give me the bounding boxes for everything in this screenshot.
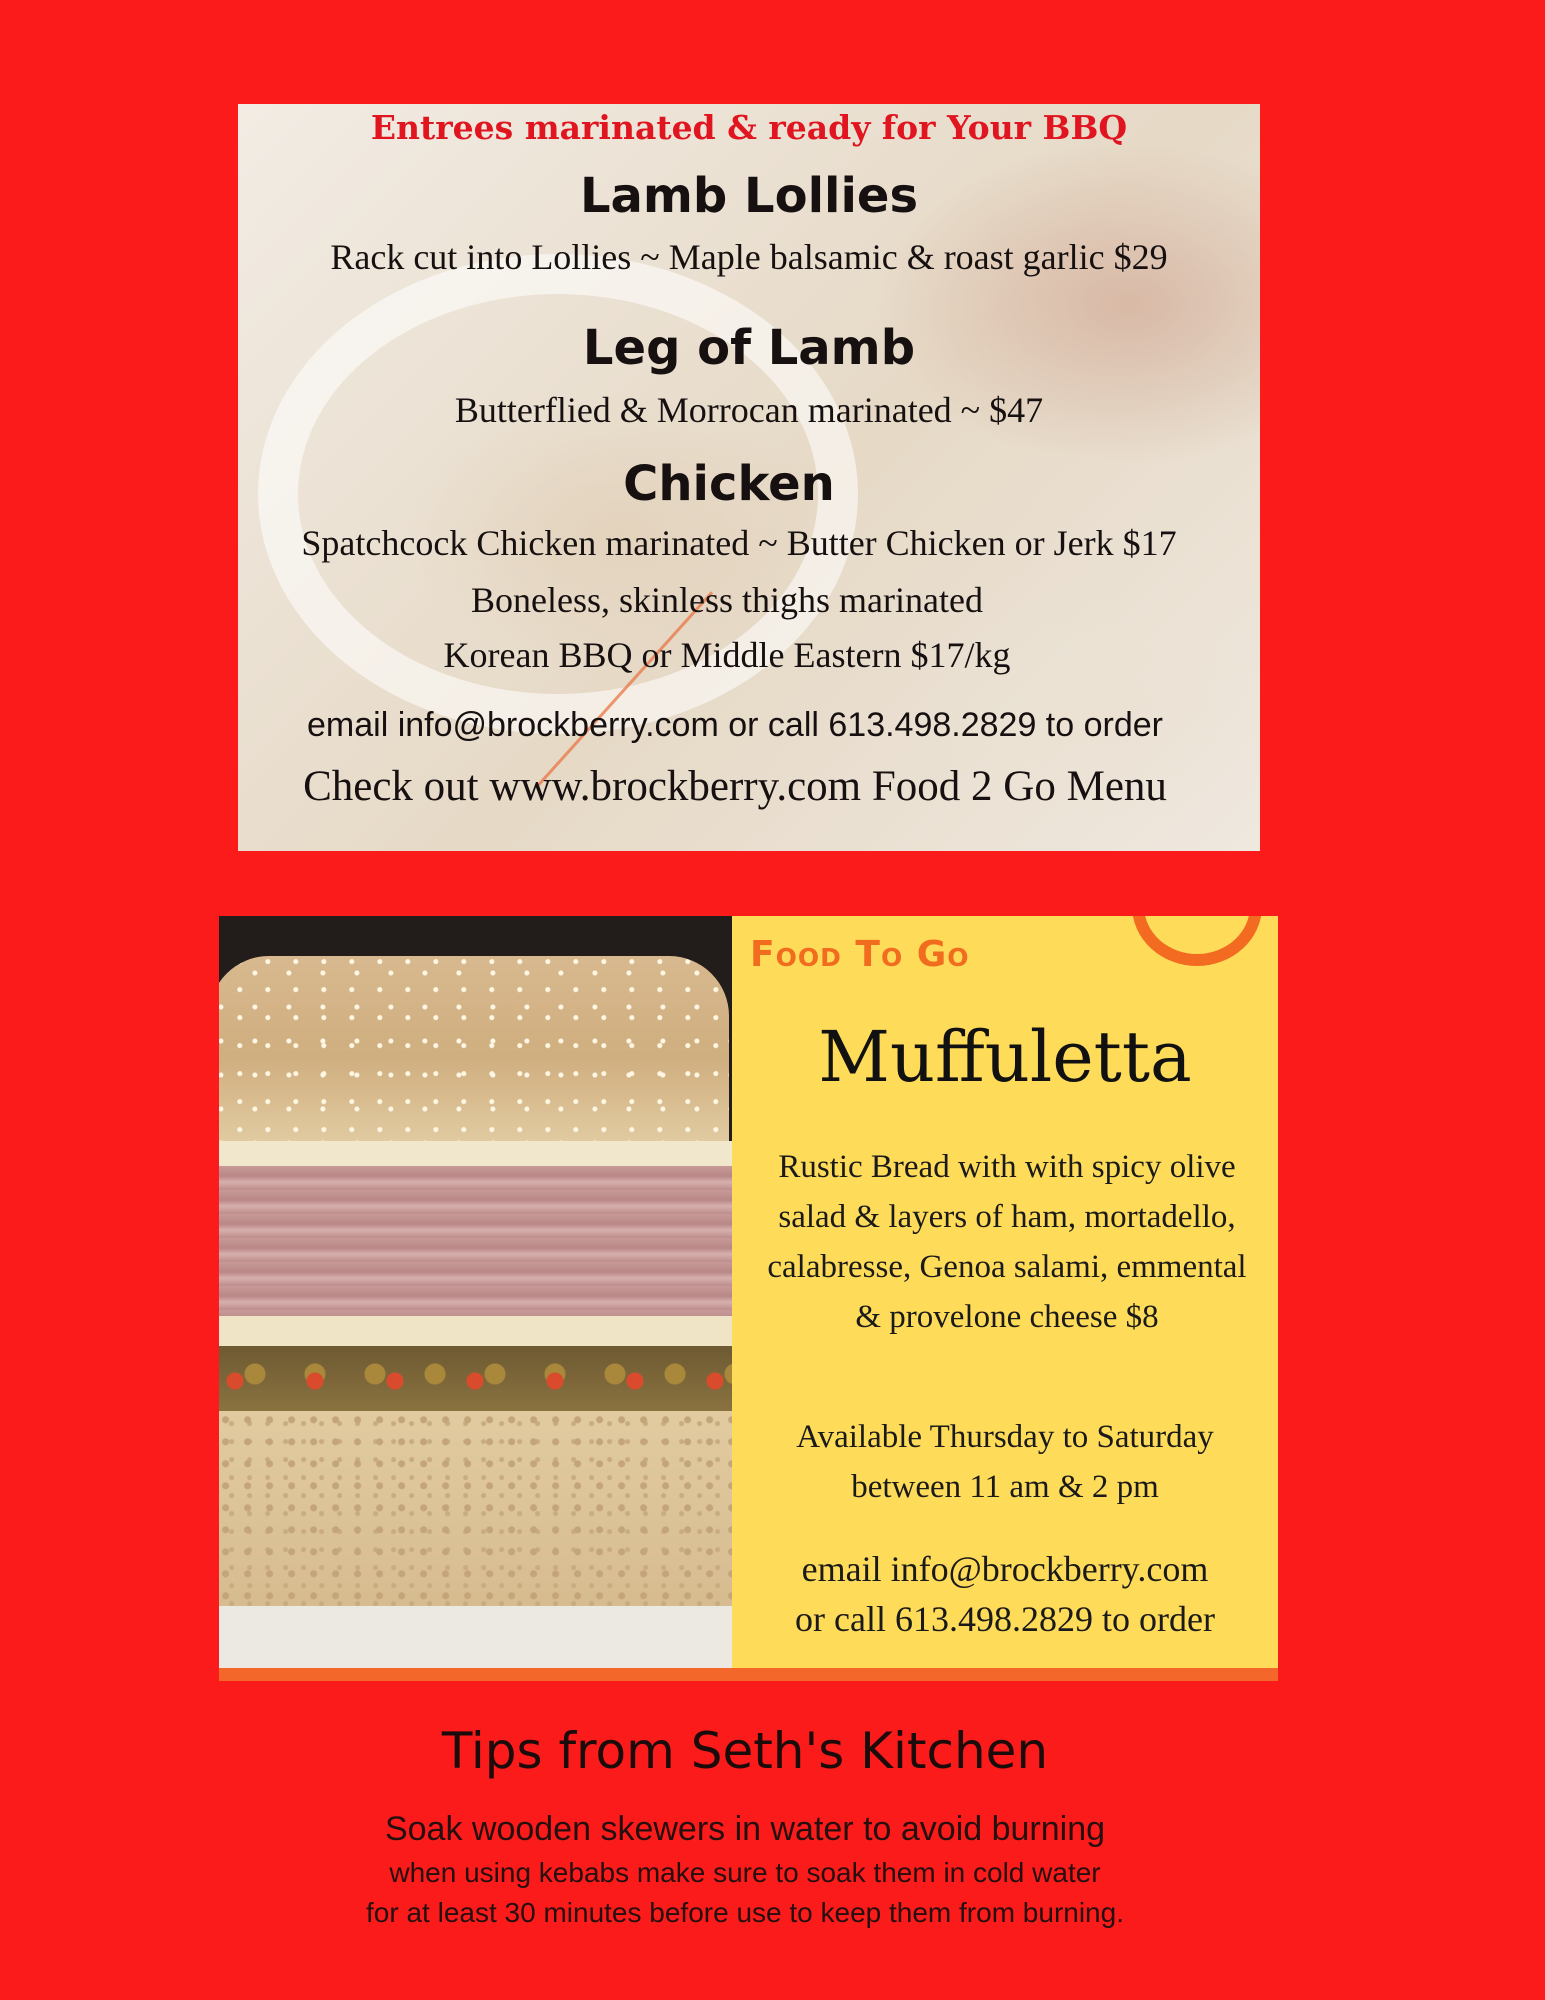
- item-desc-leg-of-lamb: Butterflied & Morrocan marinated ~ $47: [454, 390, 1044, 430]
- olive-salad-layer: [219, 1346, 732, 1416]
- muffuletta-title: Muffuletta: [818, 1016, 1192, 1098]
- item-desc-chicken-flavours: Korean BBQ or Middle Eastern $17/kg: [443, 635, 1011, 675]
- availability-days: Available Thursday to Saturday: [796, 1419, 1214, 1455]
- muffuletta-availability: [732, 1412, 1278, 1512]
- decorative-swirl-icon: [1132, 916, 1262, 966]
- bread-bottom-layer: [219, 1411, 732, 1611]
- muffuletta-sandwich-photo: [219, 916, 732, 1668]
- cheese-layer: [219, 1316, 732, 1346]
- bbq-checkout-link[interactable]: Check out www.brockberry.com Food 2 Go Menu: [303, 763, 1167, 810]
- muffuletta-info-panel: [732, 916, 1278, 1668]
- food-to-go-label: Food To Go: [750, 934, 970, 975]
- bbq-headline: Entrees marinated & ready for Your BBQ: [370, 108, 1128, 147]
- item-desc-chicken-spatchcock: Spatchcock Chicken marinated ~ Butter Chicken or Jerk $17: [301, 523, 1177, 563]
- tips-line-2: when using kebabs make sure to soak them in cold water: [389, 1857, 1101, 1888]
- meat-layers: [219, 1166, 732, 1326]
- wrapping-paper: [219, 1606, 732, 1668]
- contact-email[interactable]: email info@brockberry.com: [801, 1549, 1209, 1589]
- tips-line-3: for at least 30 minutes before use to keep them from burning.: [366, 1897, 1124, 1928]
- muffuletta-contact: [732, 1544, 1278, 1644]
- bbq-contact-info: email info@brockberry.com or call 613.498.2829 to order: [307, 706, 1163, 744]
- item-name-chicken: Chicken: [623, 456, 835, 512]
- item-name-lamb-lollies: Lamb Lollies: [579, 168, 919, 224]
- bread-top-layer: [219, 956, 729, 1156]
- muffuletta-description: Rustic Bread with with spicy olive salad & layers of ham, mortadello, calabresse, Genoa salami, emmental & provelone cheese $8: [767, 1149, 1247, 1335]
- availability-hours: between 11 am & 2 pm: [851, 1469, 1159, 1505]
- tips-line-1: Soak wooden skewers in water to avoid burning: [384, 1810, 1106, 1848]
- muffuletta-card: [219, 916, 1278, 1681]
- bbq-entrees-card: [238, 104, 1260, 851]
- orange-accent-bar: [219, 1668, 1278, 1681]
- item-name-leg-of-lamb: Leg of Lamb: [582, 320, 916, 376]
- item-desc-lamb-lollies: Rack cut into Lollies ~ Maple balsamic & roast garlic $29: [330, 237, 1168, 277]
- item-desc-chicken-thighs: Boneless, skinless thighs marinated: [471, 580, 983, 620]
- tips-title: Tips from Seth's Kitchen: [441, 1722, 1049, 1780]
- contact-phone: or call 613.498.2829 to order: [795, 1599, 1215, 1639]
